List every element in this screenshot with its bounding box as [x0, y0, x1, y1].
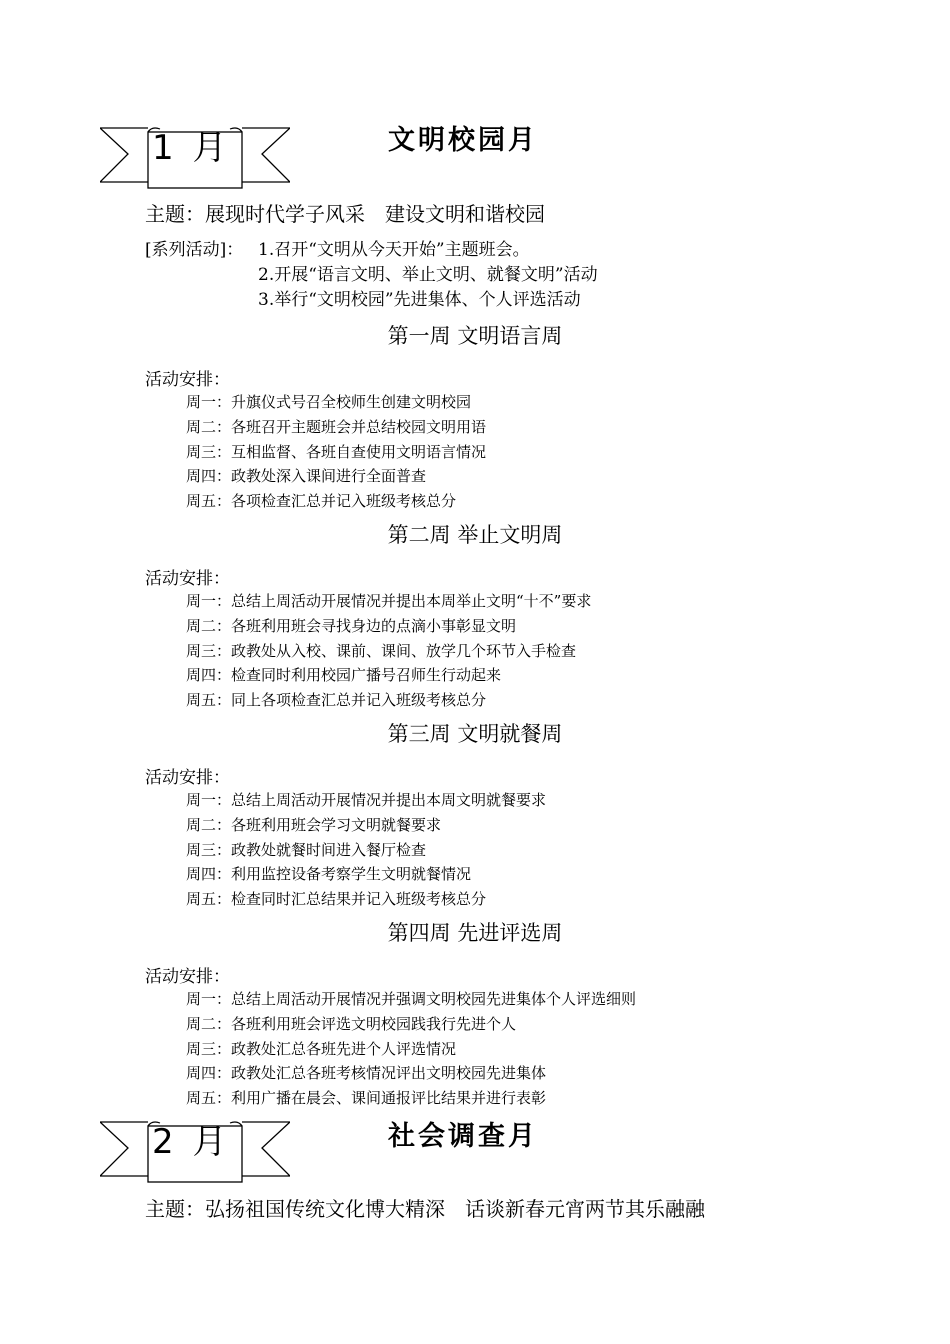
activity-label: 活动安排：: [145, 370, 230, 390]
activity-label: 活动安排：: [145, 569, 230, 589]
day-item: 周一：总结上周活动开展情况并强调文明校园先进集体个人评选细则: [186, 990, 637, 1008]
month-ribbon-1: [100, 126, 290, 192]
month-theme: 主题：弘扬祖国传统文化博大精深 话谈新春元宵两节其乐融融: [145, 1197, 705, 1221]
day-item: 周一：总结上周活动开展情况并提出本周举止文明“十不”要求: [186, 592, 592, 610]
day-list: [186, 987, 636, 1111]
day-item: 周三：政教处从入校、课前、课间、放学几个环节入手检查: [186, 641, 577, 660]
day-item: 周五：各项检查汇总并记入班级考核总分: [186, 492, 457, 511]
day-item: 周一：升旗仪式号召全校师生创建文明校园: [186, 393, 472, 411]
day-item: 周四：政教处深入课间进行全面普查: [186, 467, 427, 486]
month-title: 社会调查月: [388, 1121, 538, 1152]
week-heading: 第二周 举止文明周: [387, 523, 563, 547]
day-item: 周五：检查同时汇总结果并记入班级考核总分: [186, 890, 487, 909]
month-label: 2 月: [152, 1122, 231, 1162]
series-label: [系列活动]：: [145, 240, 244, 260]
day-item: 周四：利用监控设备考察学生文明就餐情况: [186, 865, 472, 884]
day-item: 周四：检查同时利用校园广播号召师生行动起来: [186, 666, 502, 685]
day-item: 周三：政教处汇总各班先进个人评选情况: [186, 1039, 457, 1058]
day-item: 周一：总结上周活动开展情况并提出本周文明就餐要求: [186, 791, 547, 809]
month-ribbon-2: [100, 1120, 290, 1186]
day-list: [186, 788, 546, 912]
day-list: [186, 589, 591, 713]
month-label: 1 月: [152, 128, 231, 168]
day-item: 周二：各班利用班会评选文明校园践我行先进个人: [186, 1014, 517, 1033]
day-item: 周四：政教处汇总各班考核情况评出文明校园先进集体: [186, 1064, 547, 1083]
day-item: 周二：各班召开主题班会并总结校园文明用语: [186, 417, 487, 436]
month-title: 文明校园月: [388, 125, 538, 156]
series-item: 3.举行“文明校园”先进集体、个人评选活动: [258, 290, 581, 310]
week-heading: 第四周 先进评选周: [387, 921, 563, 945]
day-item: 周五：同上各项检查汇总并记入班级考核总分: [186, 691, 487, 710]
day-item: 周二：各班利用班会学习文明就餐要求: [186, 815, 442, 834]
month-theme: 主题：展现时代学子风采 建设文明和谐校园: [145, 202, 545, 226]
series-item: 2.开展“语言文明、举止文明、就餐文明”活动: [258, 265, 598, 285]
day-item: 周五：利用广播在晨会、课间通报评比结果并进行表彰: [186, 1089, 547, 1108]
week-heading: 第一周 文明语言周: [387, 324, 563, 348]
day-item: 周三：政教处就餐时间进入餐厅检查: [186, 840, 427, 859]
day-list: [186, 390, 486, 514]
activity-label: 活动安排：: [145, 768, 230, 788]
day-item: 周三：互相监督、各班自查使用文明语言情况: [186, 442, 487, 461]
day-item: 周二：各班利用班会寻找身边的点滴小事彰显文明: [186, 616, 517, 635]
activity-label: 活动安排：: [145, 967, 230, 987]
series-item: 1.召开“文明从今天开始”主题班会。: [258, 240, 530, 260]
week-heading: 第三周 文明就餐周: [387, 722, 563, 746]
